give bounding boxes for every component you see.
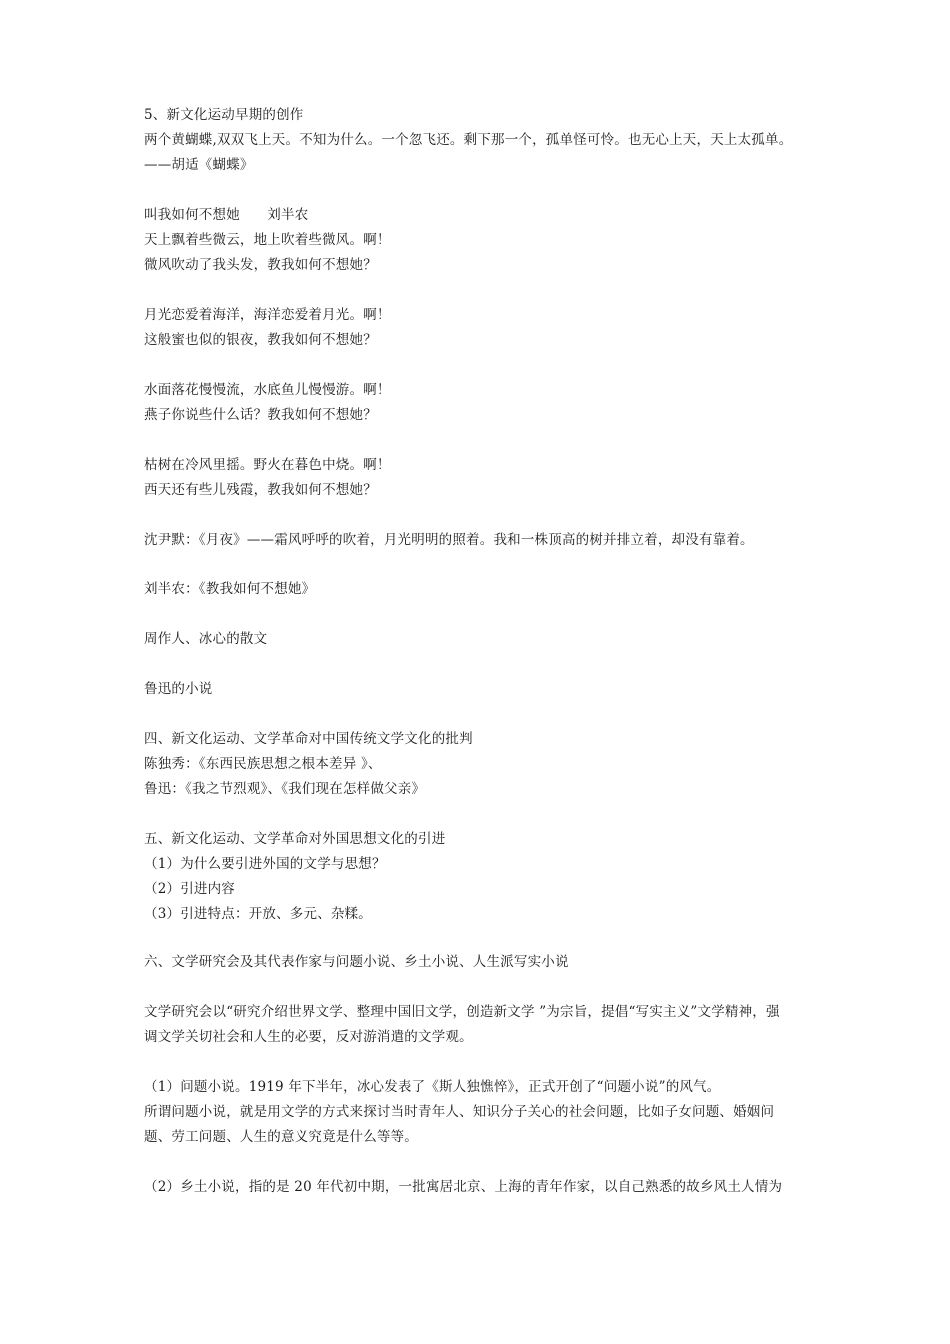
paragraph: 刘半农：《教我如何不想她》: [144, 581, 316, 597]
section-heading-5b: 五、新文化运动、文学革命对外国思想文化的引进: [144, 831, 446, 847]
section-heading-5: 5、新文化运动早期的创作: [144, 107, 304, 123]
poem-line: 燕子你说些什么话？教我如何不想她？: [144, 407, 377, 423]
paragraph: （2）乡土小说，指的是 20 年代初中期，一批寓居北京、上海的青年作家，以自己熟悉的故乡风土人情为: [144, 1179, 783, 1195]
section-heading-6: 六、文学研究会及其代表作家与问题小说、乡土小说、人生派写实小说: [144, 954, 569, 970]
paragraph: 调文学关切社会和人生的必要，反对游消遣的文学观。: [144, 1029, 473, 1045]
poem-line: 微风吹动了我头发，教我如何不想她？: [144, 257, 377, 273]
paragraph: 周作人、冰心的散文: [144, 631, 268, 647]
poem-title: 叫我如何不想她 刘半农: [144, 207, 309, 223]
list-item: （1）为什么要引进外国的文学与思想？: [144, 856, 386, 872]
paragraph: 文学研究会以“研究介绍世界文学、整理中国旧文学，创造新文学 ”为宗旨，提倡“写实主义”文学精神，强: [144, 1004, 780, 1020]
poem-line: 这般蜜也似的银夜，教我如何不想她？: [144, 332, 377, 348]
poem-butterfly: 两个黄蝴蝶,双双飞上天。不知为什么。一个忽飞还。剩下那一个，孤单怪可怜。也无心上天，天上太孤单。: [144, 132, 793, 148]
paragraph: 题、劳工问题、人生的意义究竟是什么等等。: [144, 1129, 418, 1145]
section-heading-4: 四、新文化运动、文学革命对中国传统文学文化的批判: [144, 731, 473, 747]
list-item: 陈独秀：《东西民族思想之根本差异 》、: [144, 756, 382, 772]
poem-line: 水面落花慢慢流，水底鱼儿慢慢游。啊！: [144, 382, 391, 398]
poem-line: 天上飘着些微云，地上吹着些微风。啊！: [144, 232, 391, 248]
paragraph: （1）问题小说。1919 年下半年，冰心发表了《斯人独憔悴》，正式开创了“问题小说”的风气。: [144, 1079, 721, 1095]
list-item: （3）引进特点：开放、多元、杂糅。: [144, 906, 372, 922]
poem-line: 月光恋爱着海洋，海洋恋爱着月光。啊！: [144, 307, 391, 323]
paragraph: 鲁迅的小说: [144, 681, 213, 697]
poem-line: 西天还有些儿残霞，教我如何不想她？: [144, 482, 377, 498]
list-item: （2）引进内容: [144, 881, 235, 897]
list-item: 鲁迅：《我之节烈观》、《我们现在怎样做父亲》: [144, 781, 426, 797]
poem-line: 枯树在冷风里摇。野火在暮色中烧。啊！: [144, 457, 391, 473]
paragraph: 沈尹默：《月夜》——霜风呼呼的吹着，月光明明的照着。我和一株顶高的树并排立着，却没有靠着。: [144, 532, 754, 548]
paragraph: 所谓问题小说，就是用文学的方式来探讨当时青年人、知识分子关心的社会问题，比如子女问题、婚姻问: [144, 1104, 775, 1120]
poem-attribution: ——胡适《蝴蝶》: [144, 157, 254, 173]
